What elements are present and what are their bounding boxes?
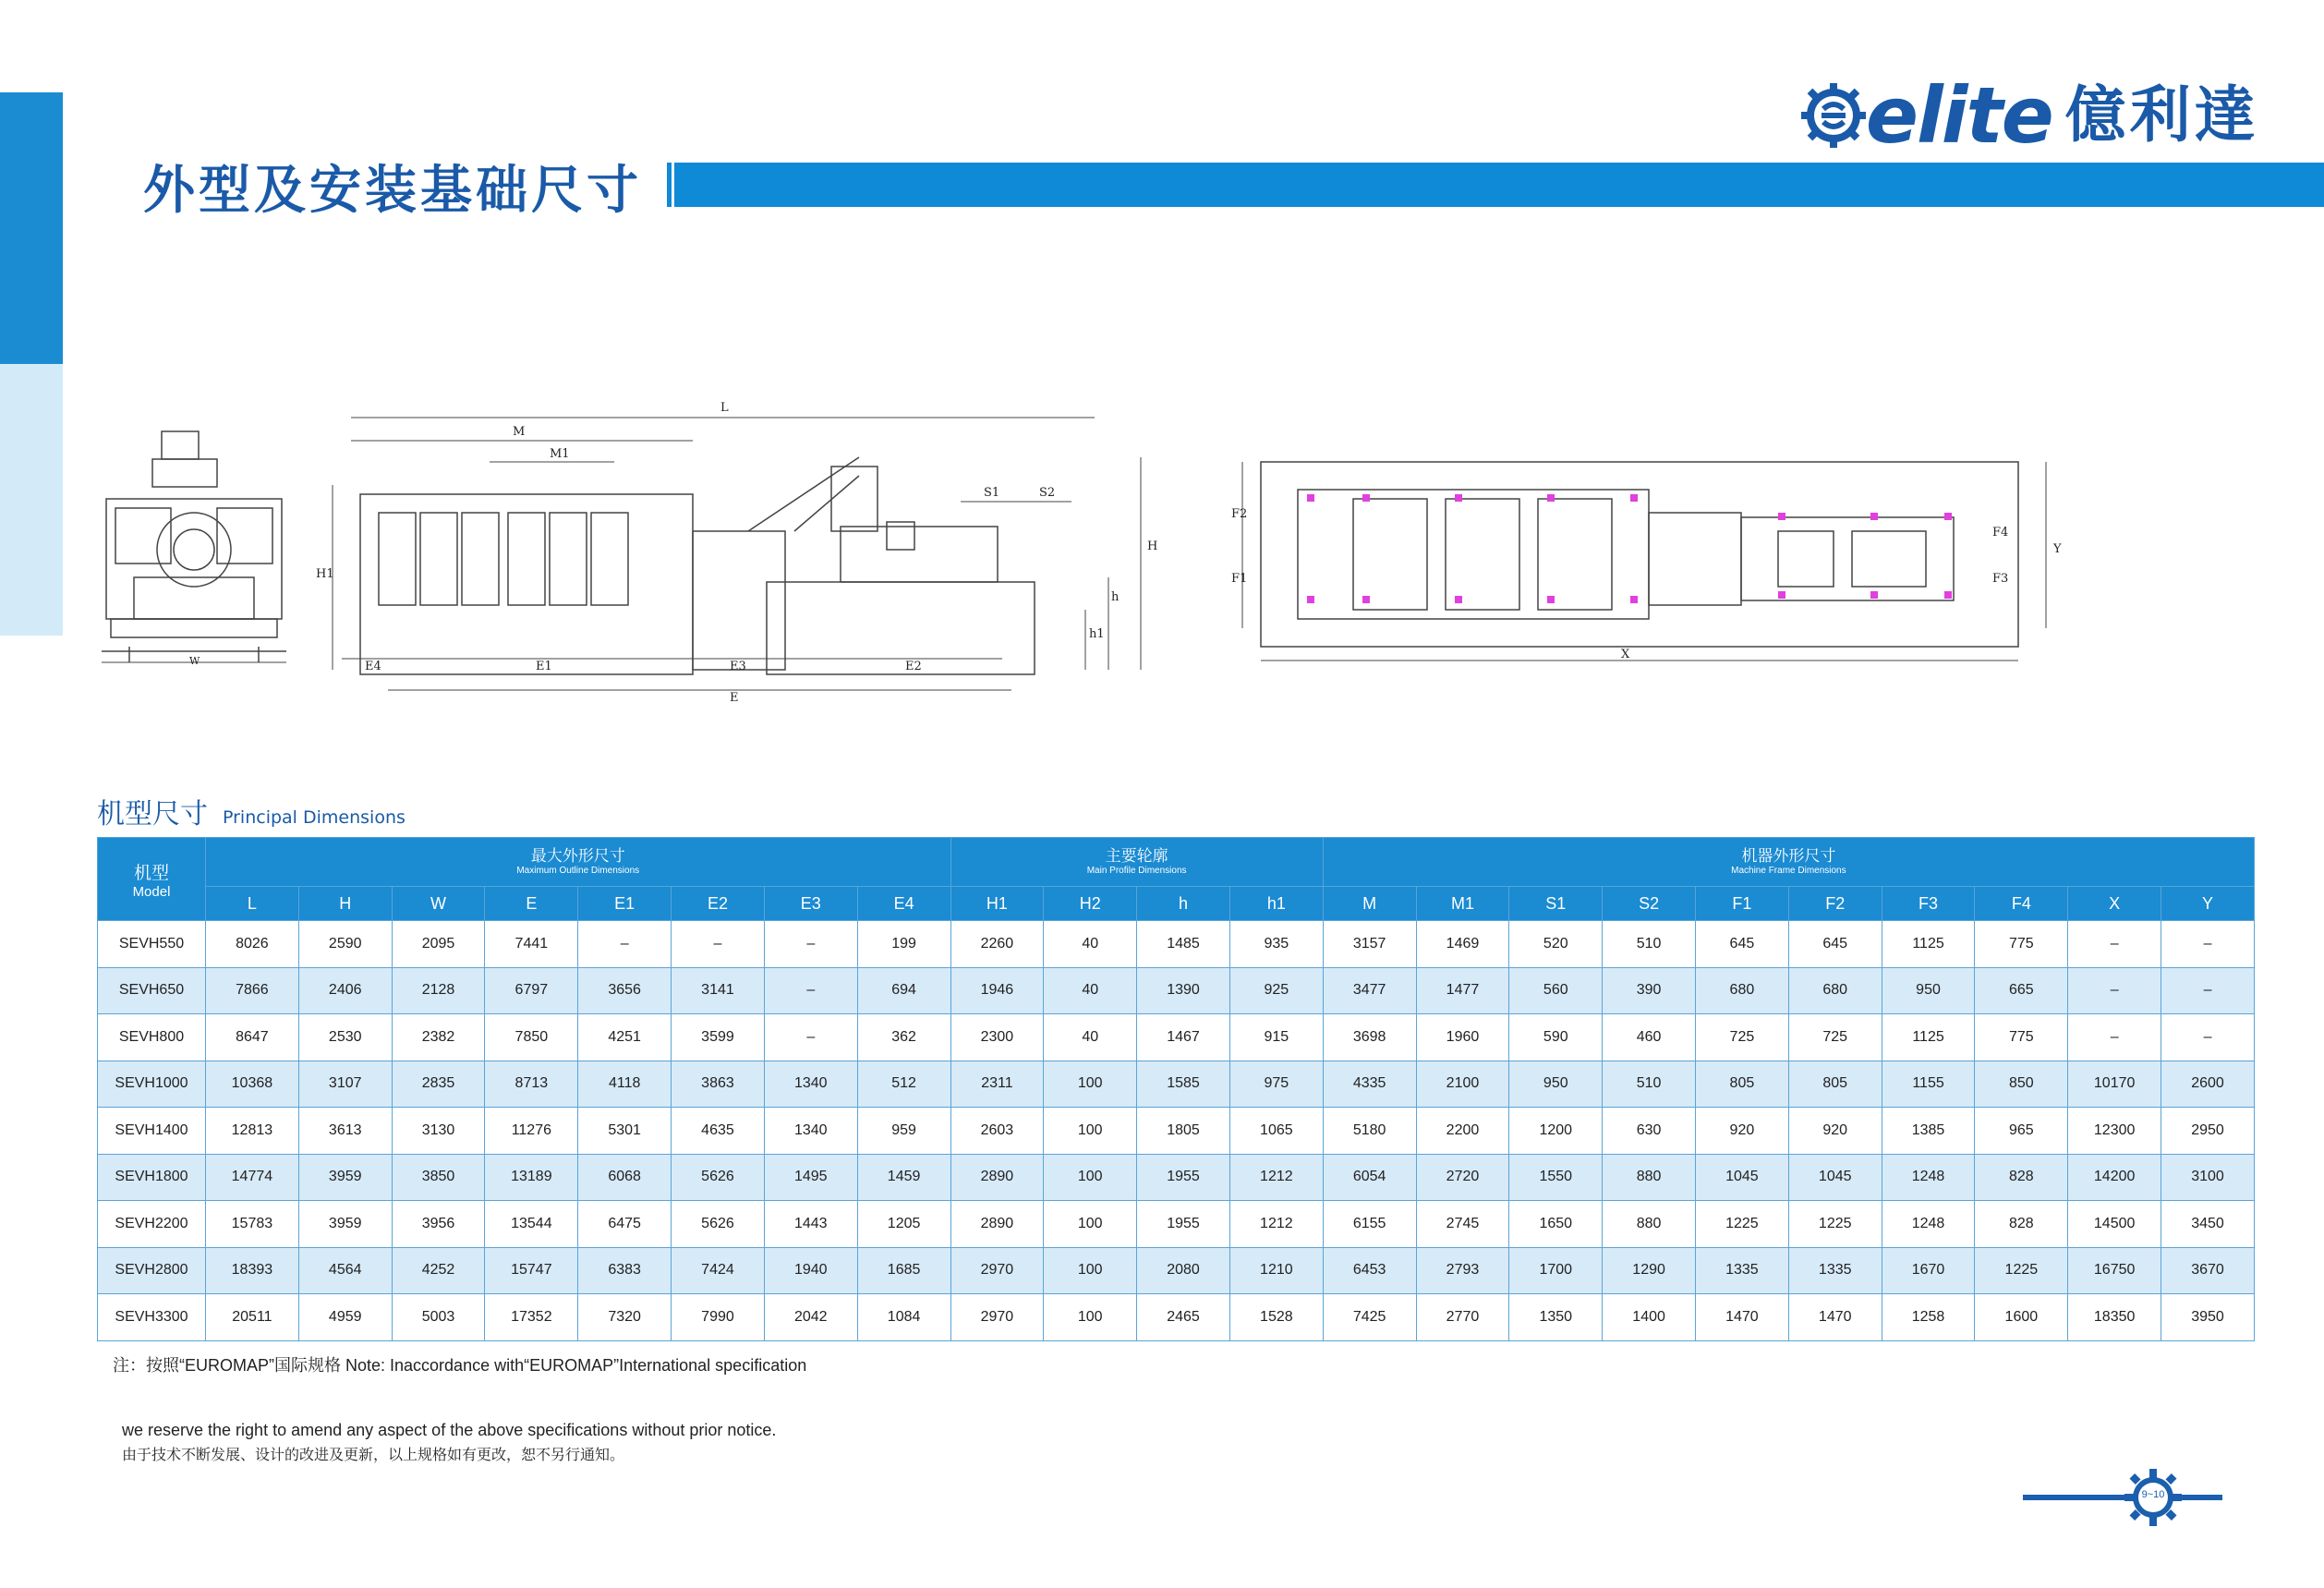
table-cell: 3450 [2161, 1201, 2255, 1248]
table-cell: 1685 [857, 1247, 950, 1294]
table-cell: 5626 [672, 1154, 765, 1201]
table-cell: 10368 [206, 1061, 299, 1108]
dimension-label: F1 [1231, 572, 1248, 586]
table-cell: 2530 [298, 1014, 392, 1061]
table-cell: 1084 [857, 1294, 950, 1341]
table-cell: 590 [1509, 1014, 1603, 1061]
table-cell: 4118 [578, 1061, 672, 1108]
table-cell: – [2161, 1014, 2255, 1061]
column-header: F1 [1696, 887, 1789, 921]
table-row [98, 1154, 2255, 1201]
side-view-drawing [305, 393, 1173, 707]
table-cell: 2770 [1416, 1294, 1509, 1341]
table-cell: 1225 [1696, 1201, 1789, 1248]
column-header: Y [2161, 887, 2255, 921]
table-cell: 1212 [1229, 1154, 1323, 1201]
table-cell: 18350 [2068, 1294, 2161, 1341]
table-cell: 18393 [206, 1247, 299, 1294]
table-cell: 6054 [1323, 1154, 1416, 1201]
table-cell: 2260 [950, 921, 1044, 968]
table-cell: 1955 [1137, 1154, 1230, 1201]
table-cell: 935 [1229, 921, 1323, 968]
dimension-label: F2 [1231, 507, 1248, 521]
table-cell: 510 [1603, 921, 1696, 968]
column-header: M1 [1416, 887, 1509, 921]
table-row [98, 1061, 2255, 1108]
table-cell: 40 [1044, 967, 1137, 1014]
table-cell: 16750 [2068, 1247, 2161, 1294]
table-cell: 965 [1975, 1108, 2068, 1155]
table-cell: 12813 [206, 1108, 299, 1155]
table-cell: 7850 [485, 1014, 578, 1061]
model-cell: SEVH2200 [98, 1201, 206, 1248]
table-cell: 2128 [392, 967, 485, 1014]
table-cell: 4252 [392, 1247, 485, 1294]
table-cell: 725 [1696, 1014, 1789, 1061]
table-cell: 5180 [1323, 1108, 1416, 1155]
table-cell: 520 [1509, 921, 1603, 968]
table-cell: 7425 [1323, 1294, 1416, 1341]
model-cell: SEVH650 [98, 967, 206, 1014]
table-row [98, 1294, 2255, 1341]
table-cell: 100 [1044, 1247, 1137, 1294]
table-cell: 1805 [1137, 1108, 1230, 1155]
table-cell: 7441 [485, 921, 578, 968]
table-cell: 7866 [206, 967, 299, 1014]
table-cell: 680 [1788, 967, 1882, 1014]
table-cell: – [2068, 967, 2161, 1014]
table-cell: 2590 [298, 921, 392, 968]
dimension-label: F3 [1992, 572, 2009, 586]
table-cell: 2080 [1137, 1247, 1230, 1294]
table-cell: – [764, 1014, 857, 1061]
table-cell: 1335 [1696, 1247, 1789, 1294]
logo-wordmark: elite [1866, 70, 2052, 161]
table-cell: 1955 [1137, 1201, 1230, 1248]
table-cell: 1212 [1229, 1201, 1323, 1248]
table-cell: 4635 [672, 1108, 765, 1155]
table-cell: 4564 [298, 1247, 392, 1294]
dimension-label: E4 [365, 660, 381, 673]
disclaimer-cn: 由于技术不断发展、设计的改进及更新，以上规格如有更改，恕不另行通知。 [122, 1446, 625, 1463]
table-cell: 5301 [578, 1108, 672, 1155]
table-cell: 1469 [1416, 921, 1509, 968]
footer-line-left [2023, 1495, 2124, 1500]
dimension-label: M [513, 425, 526, 439]
table-cell: 5003 [392, 1294, 485, 1341]
dimension-label: M1 [550, 447, 570, 461]
table-cell: 1477 [1416, 967, 1509, 1014]
table-cell: 1290 [1603, 1247, 1696, 1294]
table-cell: 1340 [764, 1061, 857, 1108]
table-cell: 1225 [1788, 1201, 1882, 1248]
disclaimer-en: we reserve the right to amend any aspect of the above specifications without prior notice. [122, 1421, 777, 1439]
table-cell: 2095 [392, 921, 485, 968]
table-cell: 1443 [764, 1201, 857, 1248]
table-cell: 1205 [857, 1201, 950, 1248]
table-cell: 1495 [764, 1154, 857, 1201]
table-cell: 6068 [578, 1154, 672, 1201]
dimension-label: E [730, 691, 739, 705]
table-row [98, 967, 2255, 1014]
column-header: H2 [1044, 887, 1137, 921]
column-header: E4 [857, 887, 950, 921]
section-title-cn: 机型尺寸 [97, 798, 208, 830]
column-header: L [206, 887, 299, 921]
dimension-label: E3 [730, 660, 746, 673]
table-cell: 2793 [1416, 1247, 1509, 1294]
table-cell: 880 [1603, 1201, 1696, 1248]
table-cell: 2100 [1416, 1061, 1509, 1108]
table-cell: 512 [857, 1061, 950, 1108]
logo-chinese-name: 億利達 [2064, 79, 2259, 151]
table-cell: 8713 [485, 1061, 578, 1108]
table-cell: 4959 [298, 1294, 392, 1341]
table-cell: 975 [1229, 1061, 1323, 1108]
table-cell: 100 [1044, 1294, 1137, 1341]
table-cell: 1467 [1137, 1014, 1230, 1061]
table-body [98, 921, 2255, 1341]
table-cell: 560 [1509, 967, 1603, 1014]
table-cell: 645 [1788, 921, 1882, 968]
table-cell: 3141 [672, 967, 765, 1014]
dimension-label: h1 [1089, 627, 1105, 641]
column-header: S2 [1603, 887, 1696, 921]
table-cell: 1210 [1229, 1247, 1323, 1294]
table-cell: 1248 [1882, 1201, 1975, 1248]
table-cell: 3599 [672, 1014, 765, 1061]
table-cell: 925 [1229, 967, 1323, 1014]
side-accent-bar-light [0, 364, 63, 636]
table-cell: 1670 [1882, 1247, 1975, 1294]
column-header: E [485, 887, 578, 921]
table-cell: 1940 [764, 1247, 857, 1294]
table-cell: 3959 [298, 1201, 392, 1248]
page-title: 外型及安装基础尺寸 [143, 161, 642, 221]
table-cell: 680 [1696, 967, 1789, 1014]
table-cell: 1258 [1882, 1294, 1975, 1341]
table-cell: 100 [1044, 1154, 1137, 1201]
table-group-header-row [98, 838, 2255, 887]
dimension-label: L [720, 401, 729, 415]
table-cell: 4251 [578, 1014, 672, 1061]
table-cell: 1200 [1509, 1108, 1603, 1155]
table-cell: 3956 [392, 1201, 485, 1248]
table-cell: 3656 [578, 967, 672, 1014]
table-cell: 915 [1229, 1014, 1323, 1061]
table-cell: 7320 [578, 1294, 672, 1341]
table-cell: 6155 [1323, 1201, 1416, 1248]
table-cell: 15783 [206, 1201, 299, 1248]
table-cell: – [578, 921, 672, 968]
table-cell: 390 [1603, 967, 1696, 1014]
table-cell: 10170 [2068, 1061, 2161, 1108]
table-cell: 950 [1882, 967, 1975, 1014]
page-number: 9~10 [2141, 1489, 2165, 1500]
table-cell: 8647 [206, 1014, 299, 1061]
euromap-note: 注：按照“EUROMAP”国际规格 Note: Inaccordance with“EUROMAP”International specification [113, 1356, 807, 1375]
table-cell: 11276 [485, 1108, 578, 1155]
table-cell: 2970 [950, 1294, 1044, 1341]
table-cell: 1459 [857, 1154, 950, 1201]
table-cell: 6475 [578, 1201, 672, 1248]
dimension-label: F4 [1992, 526, 2009, 539]
dimension-label: X [1621, 648, 1630, 661]
table-row [98, 1108, 2255, 1155]
principal-dimensions-table [97, 837, 2255, 1341]
table-cell: 1248 [1882, 1154, 1975, 1201]
top-view-drawing [1224, 443, 2074, 674]
table-cell: – [764, 921, 857, 968]
table-cell: 2406 [298, 967, 392, 1014]
table-cell: 630 [1603, 1108, 1696, 1155]
model-cell: SEVH800 [98, 1014, 206, 1061]
table-cell: 725 [1788, 1014, 1882, 1061]
table-cell: 13544 [485, 1201, 578, 1248]
table-cell: 40 [1044, 921, 1137, 968]
table-cell: 362 [857, 1014, 950, 1061]
table-cell: 1045 [1788, 1154, 1882, 1201]
table-cell: 6797 [485, 967, 578, 1014]
column-header: h1 [1229, 887, 1323, 921]
table-cell: – [2161, 967, 2255, 1014]
column-header: X [2068, 887, 2161, 921]
table-cell: 12300 [2068, 1108, 2161, 1155]
table-cell: 850 [1975, 1061, 2068, 1108]
table-cell: – [2161, 921, 2255, 968]
table-cell: 950 [1509, 1061, 1603, 1108]
column-header: E3 [764, 887, 857, 921]
table-column-header-row [98, 887, 2255, 921]
table-cell: 1385 [1882, 1108, 1975, 1155]
table-cell: 460 [1603, 1014, 1696, 1061]
table-cell: 3613 [298, 1108, 392, 1155]
table-cell: 7990 [672, 1294, 765, 1341]
table-cell: 694 [857, 967, 950, 1014]
column-header: F4 [1975, 887, 2068, 921]
dimension-label: S2 [1039, 486, 1056, 500]
table-cell: 775 [1975, 921, 2068, 968]
table-cell: 1065 [1229, 1108, 1323, 1155]
table-row [98, 1201, 2255, 1248]
table-cell: 828 [1975, 1201, 2068, 1248]
column-header: E1 [578, 887, 672, 921]
table-cell: 8026 [206, 921, 299, 968]
table-cell: 1045 [1696, 1154, 1789, 1201]
table-cell: 3100 [2161, 1154, 2255, 1201]
table-cell: 1550 [1509, 1154, 1603, 1201]
model-cell: SEVH1400 [98, 1108, 206, 1155]
group-header-profile: 主要轮廓 Main Profile Dimensions [950, 838, 1323, 887]
table-cell: 6383 [578, 1247, 672, 1294]
dimension-label: E2 [905, 660, 922, 673]
table-cell: 3959 [298, 1154, 392, 1201]
table-cell: 665 [1975, 967, 2068, 1014]
table-cell: 3477 [1323, 967, 1416, 1014]
model-cell: SEVH3300 [98, 1294, 206, 1341]
table-cell: 3863 [672, 1061, 765, 1108]
table-cell: 828 [1975, 1154, 2068, 1201]
table-cell: 775 [1975, 1014, 2068, 1061]
front-view-drawing [97, 420, 296, 670]
table-cell: 20511 [206, 1294, 299, 1341]
column-header: W [392, 887, 485, 921]
table-cell: 4335 [1323, 1061, 1416, 1108]
table-cell: 3698 [1323, 1014, 1416, 1061]
model-cell: SEVH1800 [98, 1154, 206, 1201]
table-cell: 40 [1044, 1014, 1137, 1061]
table-cell: 1700 [1509, 1247, 1603, 1294]
table-cell: 13189 [485, 1154, 578, 1201]
table-cell: 15747 [485, 1247, 578, 1294]
table-cell: 805 [1696, 1061, 1789, 1108]
table-cell: 1946 [950, 967, 1044, 1014]
table-cell: – [2068, 1014, 2161, 1061]
table-cell: 2042 [764, 1294, 857, 1341]
table-cell: 510 [1603, 1061, 1696, 1108]
table-cell: 2950 [2161, 1108, 2255, 1155]
table-cell: 17352 [485, 1294, 578, 1341]
table-cell: 1125 [1882, 1014, 1975, 1061]
table-cell: 1155 [1882, 1061, 1975, 1108]
table-cell: 1960 [1416, 1014, 1509, 1061]
table-cell: 2382 [392, 1014, 485, 1061]
table-cell: 3670 [2161, 1247, 2255, 1294]
table-cell: – [2068, 921, 2161, 968]
table-cell: 1225 [1975, 1247, 2068, 1294]
table-cell: 1400 [1603, 1294, 1696, 1341]
dimension-label: H [1147, 539, 1158, 553]
title-rule [674, 163, 2324, 207]
table-cell: 1470 [1788, 1294, 1882, 1341]
dimension-label: E1 [536, 660, 552, 673]
table-cell: 1125 [1882, 921, 1975, 968]
label-W: W [189, 655, 200, 667]
table-cell: 2311 [950, 1061, 1044, 1108]
table-cell: 2970 [950, 1247, 1044, 1294]
table-cell: 1600 [1975, 1294, 2068, 1341]
table-cell: 2603 [950, 1108, 1044, 1155]
model-cell: SEVH550 [98, 921, 206, 968]
table-cell: 14200 [2068, 1154, 2161, 1201]
table-cell: 1390 [1137, 967, 1230, 1014]
table-cell: 959 [857, 1108, 950, 1155]
column-header: H1 [950, 887, 1044, 921]
table-cell: 920 [1788, 1108, 1882, 1155]
column-header: E2 [672, 887, 765, 921]
gear-logo-icon [1801, 83, 1866, 148]
table-cell: 5626 [672, 1201, 765, 1248]
brand-logo [1801, 70, 2259, 161]
table-cell: 6453 [1323, 1247, 1416, 1294]
column-header: M [1323, 887, 1416, 921]
table-cell: 2200 [1416, 1108, 1509, 1155]
table-cell: 1585 [1137, 1061, 1230, 1108]
table-cell: 1340 [764, 1108, 857, 1155]
table-cell: 1350 [1509, 1294, 1603, 1341]
table-cell: 805 [1788, 1061, 1882, 1108]
model-cell: SEVH2800 [98, 1247, 206, 1294]
table-cell: 2300 [950, 1014, 1044, 1061]
column-header: F3 [1882, 887, 1975, 921]
side-accent-bar [0, 92, 63, 364]
table-cell: 880 [1603, 1154, 1696, 1201]
table-cell: 645 [1696, 921, 1789, 968]
section-title-en: Principal Dimensions [223, 807, 405, 828]
table-cell: 100 [1044, 1201, 1137, 1248]
table-cell: 2720 [1416, 1154, 1509, 1201]
dimension-label: S1 [984, 486, 1000, 500]
table-cell: 100 [1044, 1108, 1137, 1155]
group-header-outline: 最大外形尺寸 Maximum Outline Dimensions [206, 838, 951, 887]
dimension-label: Y [2053, 542, 2062, 556]
table-cell: 3130 [392, 1108, 485, 1155]
table-cell: 1528 [1229, 1294, 1323, 1341]
table-cell: 7424 [672, 1247, 765, 1294]
table-cell: 100 [1044, 1061, 1137, 1108]
table-cell: 199 [857, 921, 950, 968]
table-cell: 3850 [392, 1154, 485, 1201]
title-rule-edge [667, 163, 672, 207]
table-cell: 2745 [1416, 1201, 1509, 1248]
table-row [98, 921, 2255, 968]
column-header: h [1137, 887, 1230, 921]
model-cell: SEVH1000 [98, 1061, 206, 1108]
model-header: 机型 Model [98, 838, 206, 921]
section-title [97, 791, 405, 831]
footer-line-right [2182, 1495, 2222, 1500]
column-header: S1 [1509, 887, 1603, 921]
column-header: F2 [1788, 887, 1882, 921]
table-cell: 1485 [1137, 921, 1230, 968]
table-cell: 3950 [2161, 1294, 2255, 1341]
table-cell: 3107 [298, 1061, 392, 1108]
table-cell: 1470 [1696, 1294, 1789, 1341]
dimension-label: h [1111, 590, 1120, 604]
table-cell: 2890 [950, 1154, 1044, 1201]
table-row [98, 1247, 2255, 1294]
table-cell: 3157 [1323, 921, 1416, 968]
table-cell: 2835 [392, 1061, 485, 1108]
table-cell: – [764, 967, 857, 1014]
table-cell: 1335 [1788, 1247, 1882, 1294]
table-row [98, 1014, 2255, 1061]
dimension-label: H1 [316, 567, 334, 581]
column-header: H [298, 887, 392, 921]
table-cell: 1650 [1509, 1201, 1603, 1248]
group-header-frame: 机器外形尺寸 Machine Frame Dimensions [1323, 838, 2254, 887]
table-cell: 2600 [2161, 1061, 2255, 1108]
table-cell: 2465 [1137, 1294, 1230, 1341]
table-cell: – [672, 921, 765, 968]
table-cell: 14500 [2068, 1201, 2161, 1248]
table-cell: 920 [1696, 1108, 1789, 1155]
table-cell: 14774 [206, 1154, 299, 1201]
table-cell: 2890 [950, 1201, 1044, 1248]
